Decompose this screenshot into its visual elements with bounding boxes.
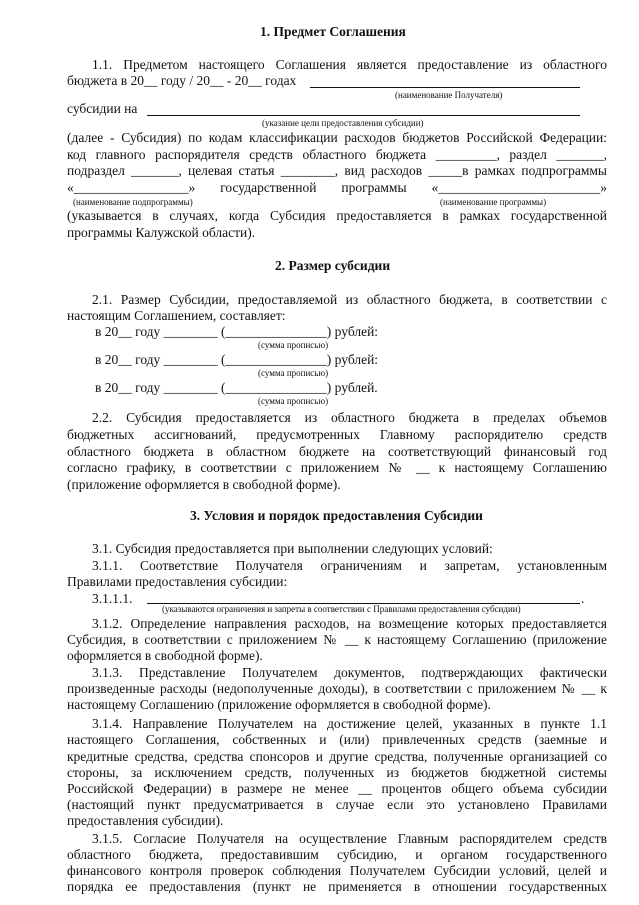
s2-line-6: согласно графику, в соответствии с приложением № __ к настоящему Соглашению (67, 460, 607, 475)
s2-line-4: бюджетных ассигнований, предусмотренных Главному распорядителю средств (67, 427, 607, 442)
s1-line-7: «_________________» государственной программы «________________________» (67, 180, 607, 195)
recipient-name-line[interactable] (310, 87, 580, 88)
s3-line-18: 3.1.5. Согласие Получателя на осуществление Главным распорядителем средств (92, 831, 607, 846)
s3-line-4: 3.1.1.1. (92, 591, 133, 606)
s3-line-7: оформляется в свободной форме). (67, 648, 263, 663)
caption-words-1: (сумма прописью) (258, 340, 329, 350)
s2-line-5: областного бюджета в областном бюджете на соответствующий финансовый год (67, 444, 607, 459)
s2-year-row-1: в 20__ году ________ (_______________) рублей: (95, 324, 379, 339)
s2-line-1: 2.1. Размер Субсидии, предоставляемой из областного бюджета, в соответствии с (92, 292, 607, 307)
section-2-heading: 2. Размер субсидии (275, 258, 391, 273)
s3-line-21: порядка ее предоставления (пункт не применяется в отношении государственных (67, 879, 607, 894)
s1-line-2: бюджета в 20__ году / 20__ - 20__ годах (67, 73, 297, 88)
section-3-heading: 3. Условия и порядок предоставления Субсидии (190, 508, 483, 523)
s1-line-4: (далее - Субсидия) по кодам классификации расходов бюджетов Российской Федерации: (67, 130, 607, 145)
caption-goal: (указание цели предоставления субсидии) (262, 118, 424, 128)
s3-line-11: 3.1.4. Направление Получателем на достижение целей, указанных в пункте 1.1 (92, 716, 607, 731)
caption-words-3: (сумма прописью) (258, 396, 329, 406)
caption-recipient: (наименование Получателя) (395, 90, 503, 100)
s3-line-20: финансового контроля проверок соблюдения Получателем Субсидии условий, целей и (67, 863, 607, 878)
s3-line-16: (настоящий пункт предусматривается в случае если это установлено Правилами (67, 797, 607, 812)
s3-line-14: стороны, за исключением средств, полученных из бюджетов бюджетной системы (67, 765, 607, 780)
s3-line-9: произведенные расходы (недополученные доходы), в соответствии с приложением № __ к (67, 681, 607, 696)
s3-line-8: 3.1.3. Представление Получателем документов, подтверждающих фактически (92, 665, 607, 680)
s2-line-7: (приложение оформляется в свободной форме). (67, 477, 341, 492)
caption-words-2: (сумма прописью) (258, 368, 329, 378)
s2-year-row-3: в 20__ году ________ (_______________) рублей. (95, 380, 378, 395)
s1-line-9: программы Калужской области). (67, 225, 256, 240)
s3-line-1: 3.1. Субсидия предоставляется при выполнении следующих условий: (92, 541, 493, 556)
s3-line-4-end: . (581, 591, 585, 606)
s1-line-5: код главного распорядителя средств областного бюджета _________, раздел _______, (67, 147, 607, 162)
s2-year-row-2: в 20__ году ________ (_______________) рублей: (95, 352, 379, 367)
s1-line-6: подраздел _______, целевая статья ________, вид расходов _____в рамках подпрограммы (67, 163, 607, 178)
s3-line-3: Правилами предоставления субсидии: (67, 574, 288, 589)
s1-line-3: субсидии на (67, 101, 138, 116)
s3-line-19: областного бюджета, предоставившим субсидию, и органом государственного (67, 847, 607, 862)
s2-line-2: настоящим Соглашением, составляет: (67, 308, 286, 323)
s3-line-10: настоящему Соглашению (приложение оформляется в свободной форме). (67, 697, 491, 712)
section-1-heading: 1. Предмет Соглашения (260, 24, 406, 39)
s3-line-15: Российской Федерации) в размере не менее __ процентов общего объема субсидии (67, 781, 607, 796)
s1-line-8: (указывается в случаях, когда Субсидия предоставляется в рамках государственной (67, 208, 607, 223)
caption-subprogram: (наименование подпрограммы) (73, 197, 193, 207)
s3-line-5: 3.1.2. Определение направления расходов, на возмещение которых предоставляется (92, 616, 607, 631)
s2-line-3: 2.2. Субсидия предоставляется из областного бюджета в пределах объемов (92, 410, 607, 425)
s1-line-1: 1.1. Предметом настоящего Соглашения является предоставление из областного (92, 57, 607, 72)
s3-line-17: предоставления субсидии). (67, 813, 224, 828)
s3-line-12: настоящего Соглашения, собственных и (или) привлеченных средств (заемные и (67, 732, 607, 747)
caption-restrictions: (указываются ограничения и запреты в соответствии с Правилами предоставления субсидии) (162, 604, 521, 614)
caption-program: (наименование программы) (440, 197, 547, 207)
subsidy-goal-line[interactable] (147, 115, 580, 116)
s3-line-6: Субсидия, в соответствии с приложением № __ к настоящему Соглашению (приложение (67, 632, 607, 647)
s3-line-2: 3.1.1. Соответствие Получателя ограничениям и запретам, установленным (92, 558, 607, 573)
s3-line-13: кредитные средства, средства спонсоров и другие средства, полученные организацией со (67, 749, 607, 764)
